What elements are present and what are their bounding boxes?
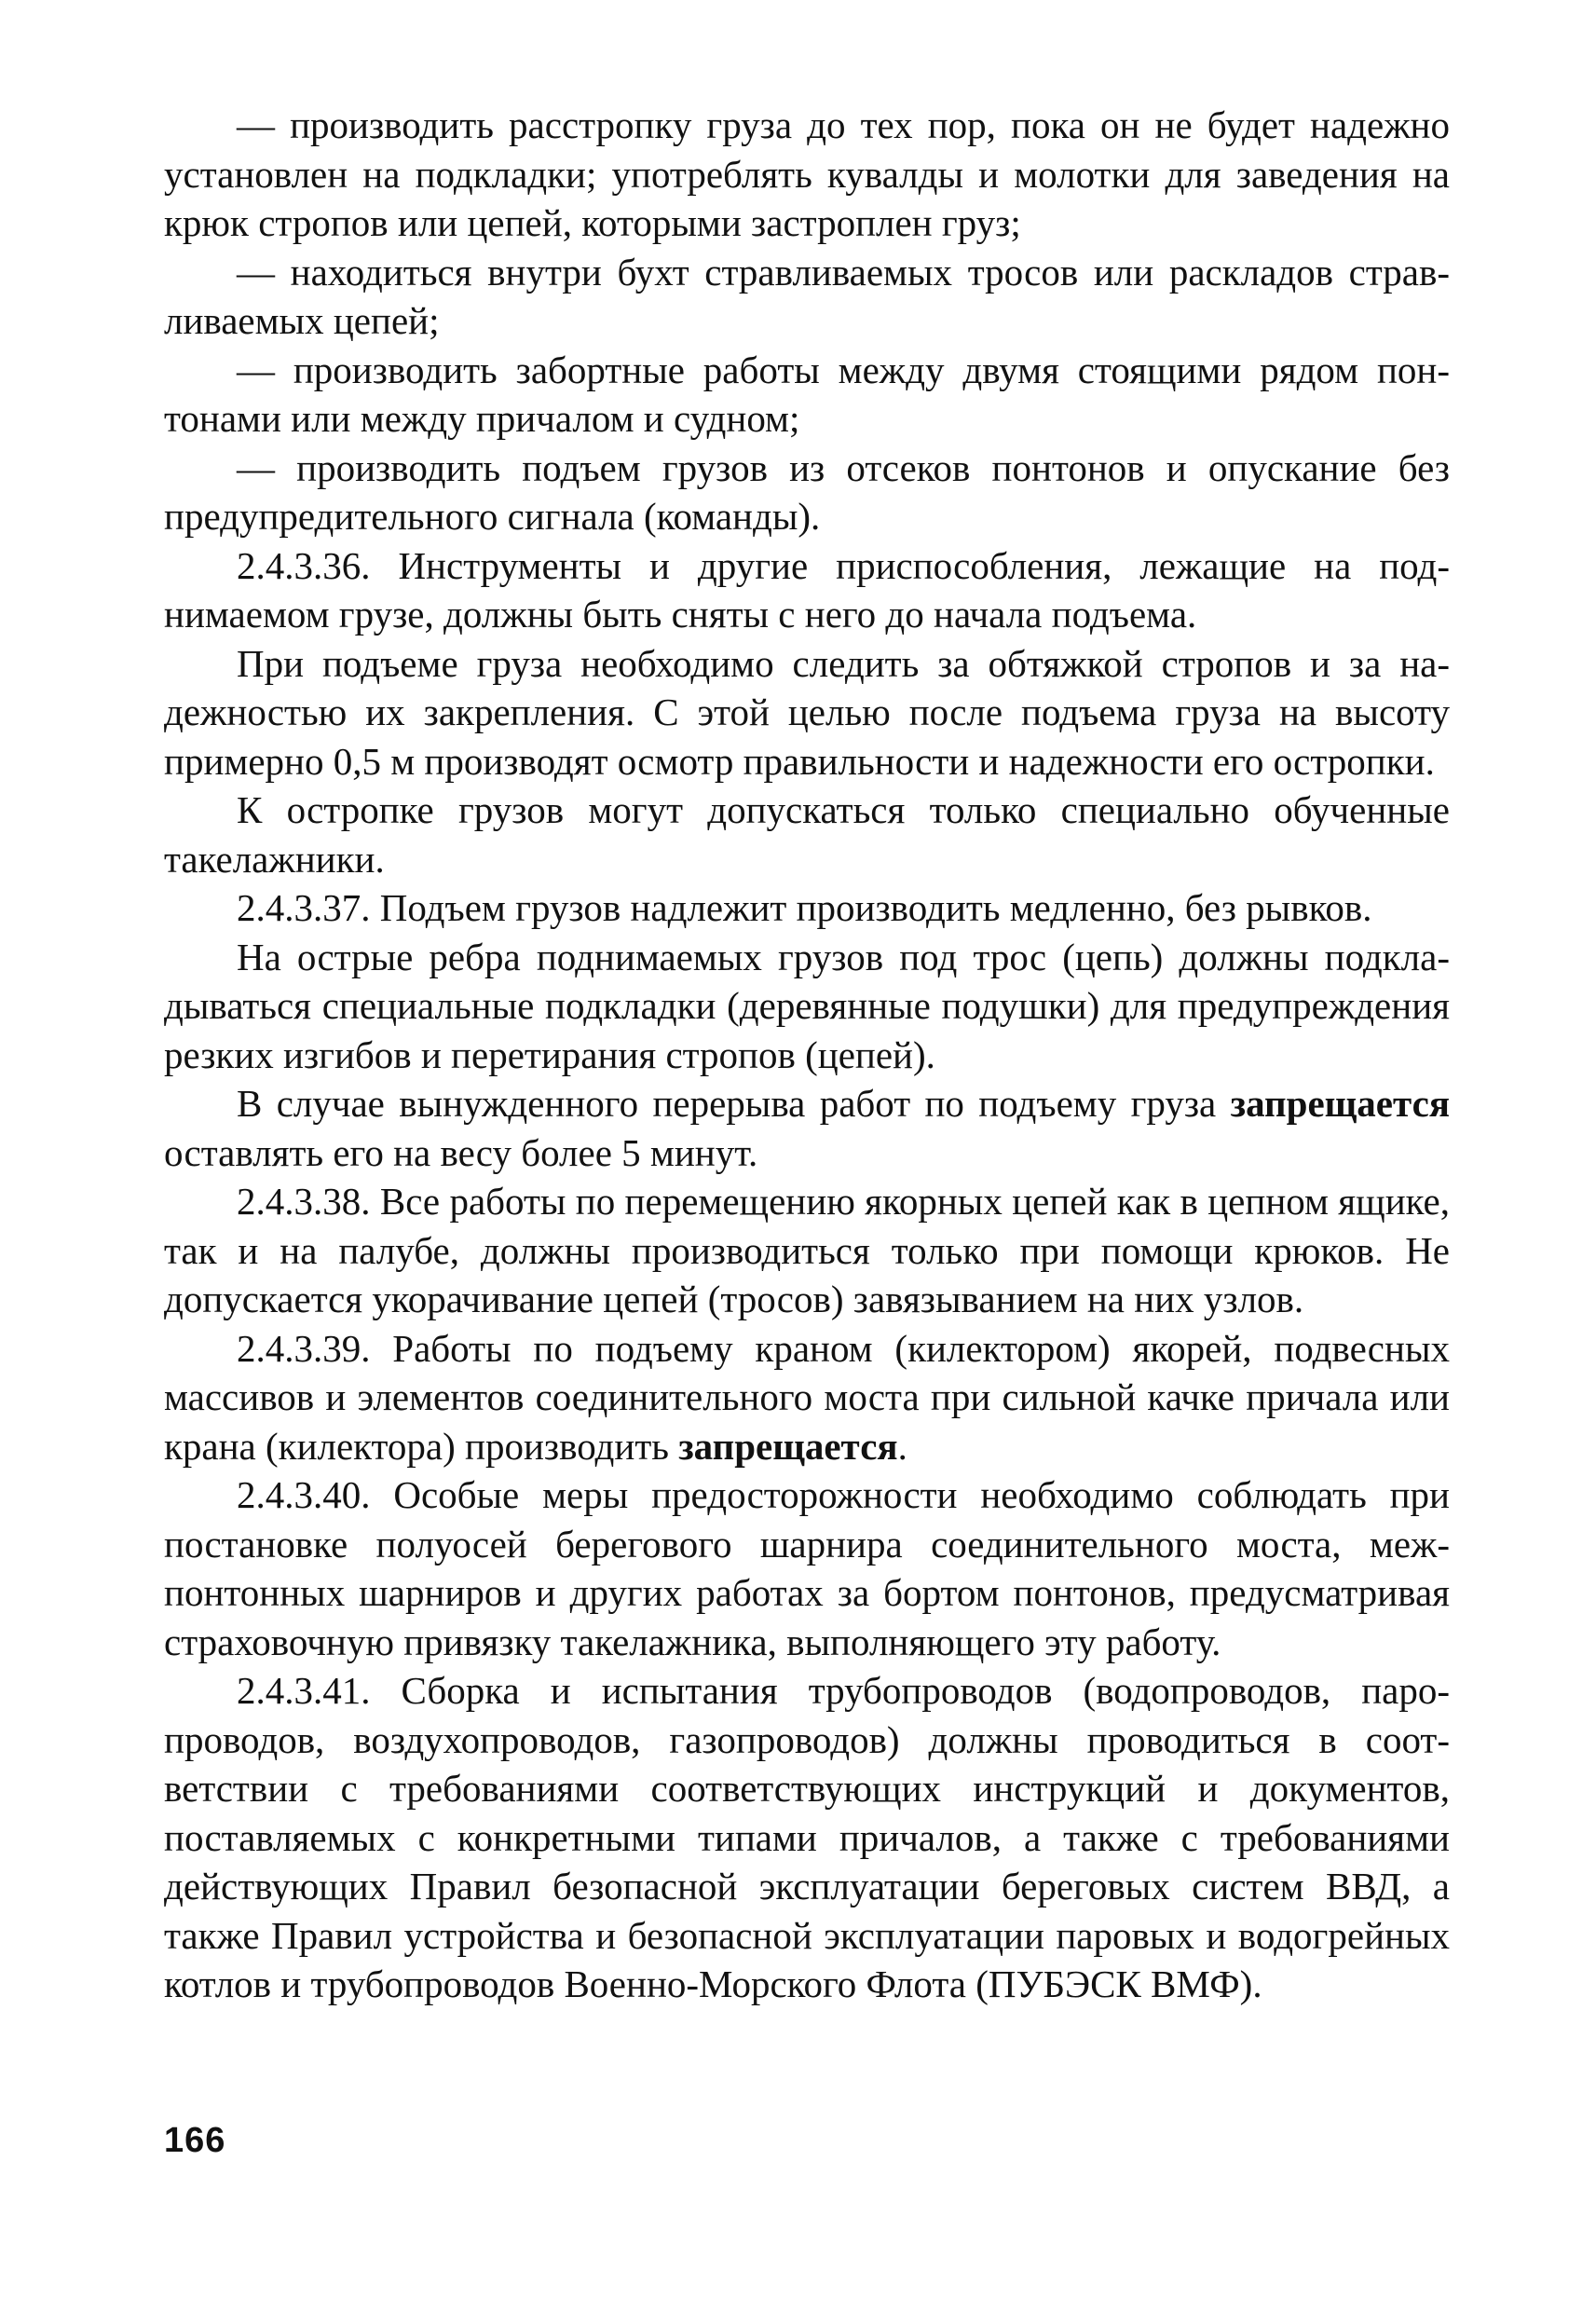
page-number: 166 — [164, 2121, 226, 2160]
paragraph-text: 2.4.3.41. Сборка и испытания трубопроводов (водопроводов, паропроводов, воздухопроводов, газопроводов) должны проводиться в соответствии с требованиями соответствующих инструкций и документов, поставляемых с конкретными типами причалов, а также с требованиями действующих Правил безопасной эксплуатации береговых систем ВВД, а также Правил устройства и безопасной эксплуатации паровых и водогрейных котлов и трубопроводов Военно-Морского Флота (ПУБЭСК ВМФ). — [164, 1669, 1450, 2005]
paragraph-text: К остропке грузов могут допускаться только специально обученные такелажники. — [164, 788, 1450, 881]
paragraph-text: На острые ребра поднимаемых грузов под трос (цепь) должны подкладываться специальные подкладки (деревянные подушки) для предупреждения резких изгибов и перетирания стропов (цепей). — [164, 935, 1450, 1076]
paragraph — [164, 101, 1450, 248]
paragraph-text: В случае вынужденного перерыва работ по подъему груза — [237, 1082, 1231, 1125]
paragraph-text: 2.4.3.38. Все работы по перемещению якорных цепей как в цепном ящике, так и на палубе, должны производиться только при помощи крюков. Не допускается укорачивание цепей (тросов) завязыванием на них узлов. — [164, 1180, 1450, 1320]
paragraph-text: — производить забортные работы между двумя стоящими рядом понтонами или между причалом и судном; — [164, 348, 1450, 440]
paragraph — [164, 1079, 1450, 1177]
paragraph — [164, 1177, 1450, 1324]
paragraph-text: оставлять его на весу более 5 минут. — [164, 1130, 758, 1174]
paragraph-text: — производить подъем грузов из отсеков понтонов и опускание без предупредительного сигнала (команды). — [164, 445, 1450, 538]
paragraph — [164, 346, 1450, 444]
paragraph-text: 2.4.3.37. Подъем грузов надлежит производить медленно, без рывков. — [237, 886, 1372, 929]
emphasis-text: запрещается — [1230, 1082, 1450, 1125]
page-body — [164, 101, 1450, 2009]
paragraph — [164, 541, 1450, 639]
paragraph — [164, 786, 1450, 883]
paragraph-text: 2.4.3.39. Работы по подъему краном (килектором) якорей, подвесных массивов и элементов соединительного моста при сильной качке причала или крана (килектора) производить — [164, 1326, 1450, 1468]
emphasis-text: запрещается — [678, 1424, 898, 1468]
paragraph-text: При подъеме груза необходимо следить за обтяжкой стропов и за надежностью их закрепления. С этой целью после подъема груза на высоту примерно 0,5 м производят осмотр правильности и надежности его остропки. — [164, 641, 1450, 783]
paragraph — [164, 1324, 1450, 1471]
paragraph-text: . — [897, 1424, 907, 1468]
paragraph-text: — находиться внутри бухт стравливаемых тросов или раскладов стравливаемых цепей; — [164, 250, 1450, 342]
paragraph-text: 2.4.3.36. Инструменты и другие приспособления, лежащие на поднимаемом грузе, должны быть сняты с него до начала подъема. — [164, 543, 1450, 636]
paragraph — [164, 639, 1450, 786]
paragraph-text: 2.4.3.40. Особые меры предосторожности необходимо соблюдать при постановке полуосей берегового шарнира соединительного моста, межпонтонных шарниров и других работах за бортом понтонов, предусматривая страховочную привязку такелажника, выполняющего эту работу. — [164, 1473, 1450, 1663]
paragraph — [164, 248, 1450, 346]
paragraph — [164, 444, 1450, 541]
paragraph — [164, 1470, 1450, 1666]
paragraph — [164, 933, 1450, 1080]
paragraph — [164, 1666, 1450, 2009]
paragraph — [164, 883, 1450, 933]
paragraph-text: — производить расстропку груза до тех пор, пока он не будет надежно установлен на подкладки; употреблять кувалды и молотки для заведения на крюк стропов или цепей, которыми застроплен груз; — [164, 103, 1450, 244]
